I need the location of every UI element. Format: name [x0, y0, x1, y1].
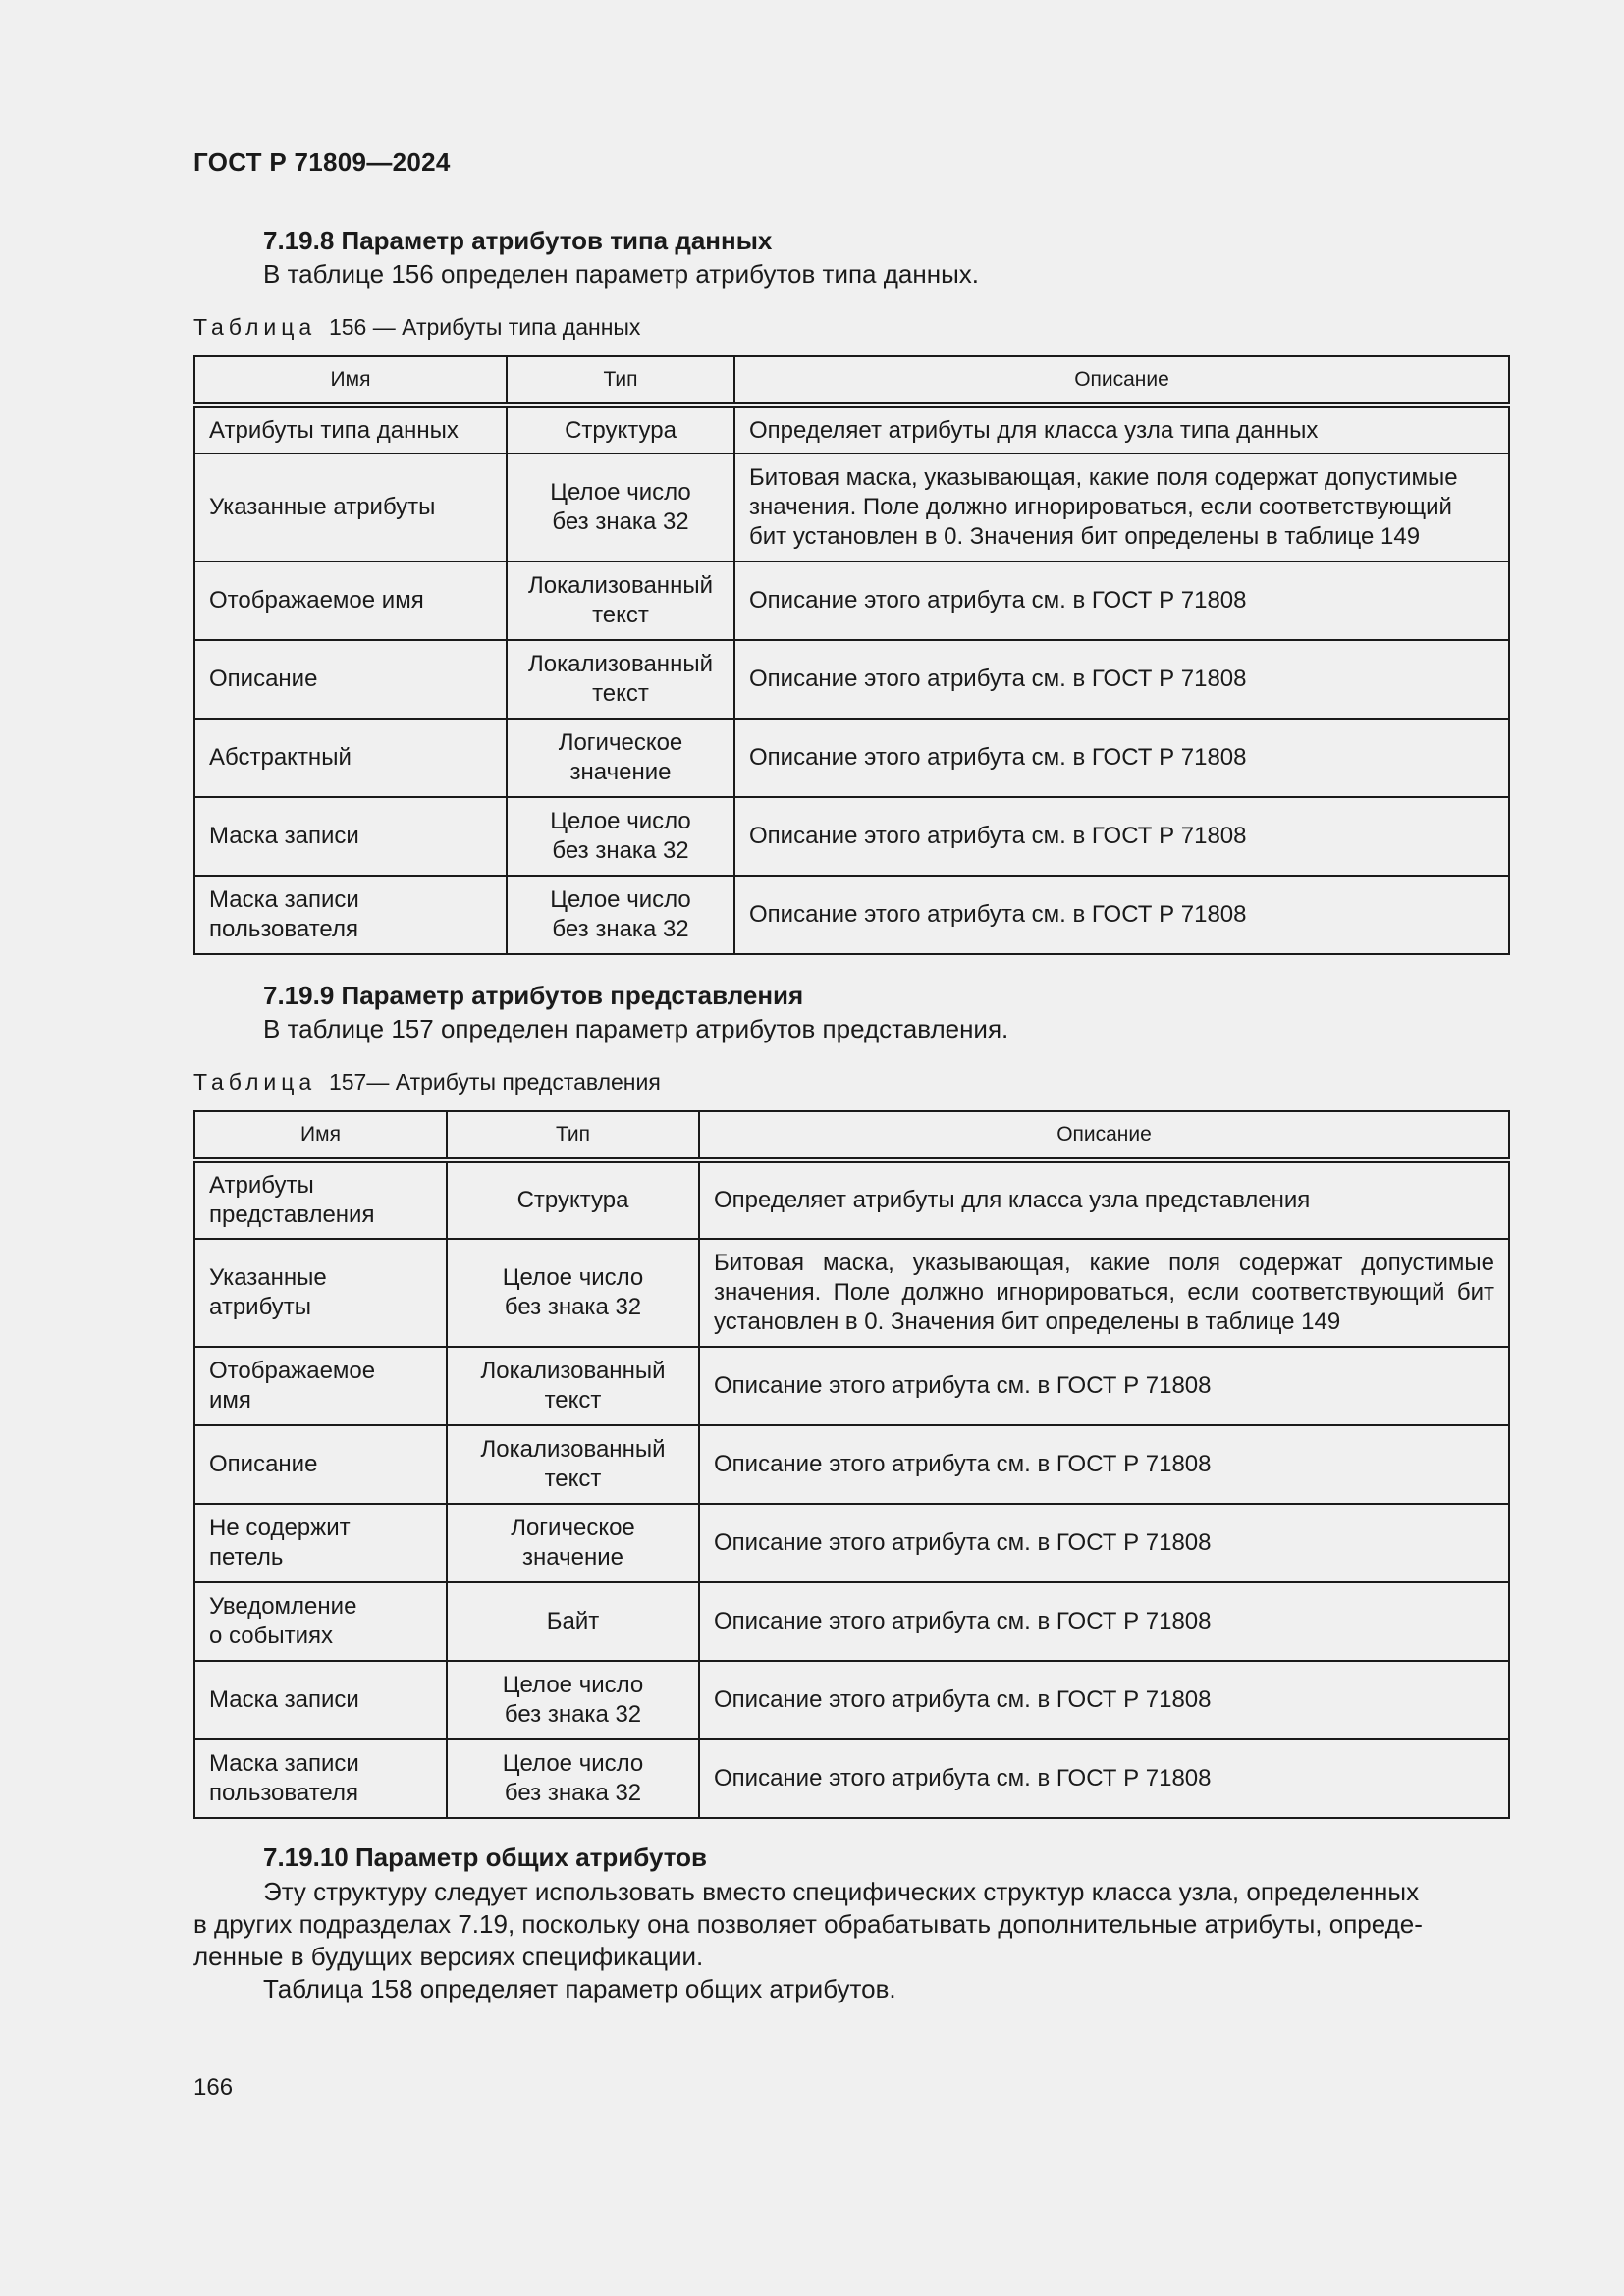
cell-name: Маска записи: [194, 797, 507, 876]
paragraph-line: в других подразделах 7.19, поскольку она позволяет обрабатывать дополнительные атрибуты, опреде-: [193, 1909, 1423, 1939]
paragraph-table-158: Таблица 158 определяет параметр общих атрибутов.: [263, 1974, 896, 2003]
table-caption-label: Таблица: [193, 1069, 317, 1095]
table-caption-text: 156 — Атрибуты типа данных: [328, 314, 641, 340]
cell-type: Локализованный текст: [447, 1425, 699, 1504]
column-header-type: Тип: [447, 1111, 699, 1160]
cell-type: Целое число без знака 32: [507, 454, 734, 561]
table-caption-label: Таблица: [193, 314, 317, 340]
cell-name: Описание: [194, 640, 507, 719]
cell-description: Описание этого атрибута см. в ГОСТ Р 71808: [699, 1582, 1509, 1661]
cell-type: Целое число без знака 32: [447, 1739, 699, 1818]
cell-type: Логическое значение: [507, 719, 734, 797]
table-row: [194, 876, 1509, 954]
column-header-name: Имя: [194, 1111, 447, 1160]
paragraph-line: Эту структуру следует использовать вместо специфических структур класса узла, определенных: [263, 1877, 1420, 1906]
table-row: [194, 719, 1509, 797]
cell-type: Структура: [507, 405, 734, 454]
column-header-name: Имя: [194, 356, 507, 405]
cell-name: Уведомление о событиях: [194, 1582, 447, 1661]
section-title-7-19-9: 7.19.9 Параметр атрибутов представления: [263, 981, 804, 1010]
cell-name: Атрибуты типа данных: [194, 405, 507, 454]
table-caption-text: 157— Атрибуты представления: [328, 1069, 661, 1095]
cell-type: Локализованный текст: [447, 1347, 699, 1425]
cell-type: Целое число без знака 32: [447, 1239, 699, 1347]
table-row: [194, 1582, 1509, 1661]
cell-description: Описание этого атрибута см. в ГОСТ Р 71808: [699, 1504, 1509, 1582]
cell-type: Локализованный текст: [507, 561, 734, 640]
cell-type: Целое число без знака 32: [507, 876, 734, 954]
cell-description: Описание этого атрибута см. в ГОСТ Р 71808: [699, 1739, 1509, 1818]
cell-name: Маска записи: [194, 1661, 447, 1739]
section-title-7-19-10: 7.19.10 Параметр общих атрибутов: [263, 1842, 708, 1872]
cell-type: Целое число без знака 32: [447, 1661, 699, 1739]
cell-description: Описание этого атрибута см. в ГОСТ Р 71808: [699, 1347, 1509, 1425]
cell-description: Описание этого атрибута см. в ГОСТ Р 71808: [734, 797, 1509, 876]
cell-name: Описание: [194, 1425, 447, 1504]
table-row: [194, 561, 1509, 640]
table-caption-156: [193, 314, 640, 341]
table-row: [194, 797, 1509, 876]
cell-description: Битовая маска, указывающая, какие поля содержат допустимые значения. Поле должно игнорироваться, если соответствующий бит установлен в 0. Значения бит определены в таблице 149: [734, 454, 1509, 561]
table-row: [194, 1739, 1509, 1818]
paragraph-line: ленные в будущих версиях спецификации.: [193, 1942, 704, 1971]
table-row: [194, 1661, 1509, 1739]
table-row: [194, 454, 1509, 561]
table-row: [194, 1504, 1509, 1582]
cell-type: Логическое значение: [447, 1504, 699, 1582]
column-header-type: Тип: [507, 356, 734, 405]
cell-name: Указанные атрибуты: [194, 1239, 447, 1347]
table-row: [194, 640, 1509, 719]
table-header-row: [194, 1111, 1509, 1160]
cell-description: Описание этого атрибута см. в ГОСТ Р 71808: [734, 719, 1509, 797]
cell-name: Абстрактный: [194, 719, 507, 797]
cell-description: Описание этого атрибута см. в ГОСТ Р 71808: [734, 640, 1509, 719]
document-code: ГОСТ Р 71809—2024: [193, 147, 451, 177]
table-row: [194, 1347, 1509, 1425]
cell-description: Определяет атрибуты для класса узла типа данных: [734, 405, 1509, 454]
cell-type: Целое число без знака 32: [507, 797, 734, 876]
table-header-row: [194, 356, 1509, 405]
column-header-description: Описание: [699, 1111, 1509, 1160]
cell-name: Указанные атрибуты: [194, 454, 507, 561]
cell-description: Описание этого атрибута см. в ГОСТ Р 71808: [734, 561, 1509, 640]
table-row: [194, 1160, 1509, 1239]
cell-name: Маска записи пользователя: [194, 876, 507, 954]
table-row: [194, 1425, 1509, 1504]
cell-type: Байт: [447, 1582, 699, 1661]
section-title-7-19-8: 7.19.8 Параметр атрибутов типа данных: [263, 226, 773, 255]
table-157: [193, 1110, 1510, 1819]
table-caption-157: [193, 1069, 661, 1095]
page-number: 166: [193, 2074, 234, 2101]
cell-name: Маска записи пользователя: [194, 1739, 447, 1818]
cell-name: Атрибуты представления: [194, 1160, 447, 1239]
cell-description: Битовая маска, указывающая, какие поля содержат допустимые значения. Поле должно игнорироваться, если соответствующий бит установлен в 0. Значения бит определены в таблице 149: [699, 1239, 1509, 1347]
cell-type: Локализованный текст: [507, 640, 734, 719]
cell-description: Описание этого атрибута см. в ГОСТ Р 71808: [699, 1425, 1509, 1504]
section-intro-7-19-8: В таблице 156 определен параметр атрибутов типа данных.: [263, 259, 980, 289]
cell-description: Определяет атрибуты для класса узла представления: [699, 1160, 1509, 1239]
cell-name: Не содержит петель: [194, 1504, 447, 1582]
cell-name: Отображаемое имя: [194, 561, 507, 640]
cell-name: Отображаемое имя: [194, 1347, 447, 1425]
column-header-description: Описание: [734, 356, 1509, 405]
table-row: [194, 405, 1509, 454]
cell-description: Описание этого атрибута см. в ГОСТ Р 71808: [734, 876, 1509, 954]
cell-type: Структура: [447, 1160, 699, 1239]
section-intro-7-19-9: В таблице 157 определен параметр атрибутов представления.: [263, 1014, 1009, 1043]
table-row: [194, 1239, 1509, 1347]
table-156: [193, 355, 1510, 955]
cell-description: Описание этого атрибута см. в ГОСТ Р 71808: [699, 1661, 1509, 1739]
